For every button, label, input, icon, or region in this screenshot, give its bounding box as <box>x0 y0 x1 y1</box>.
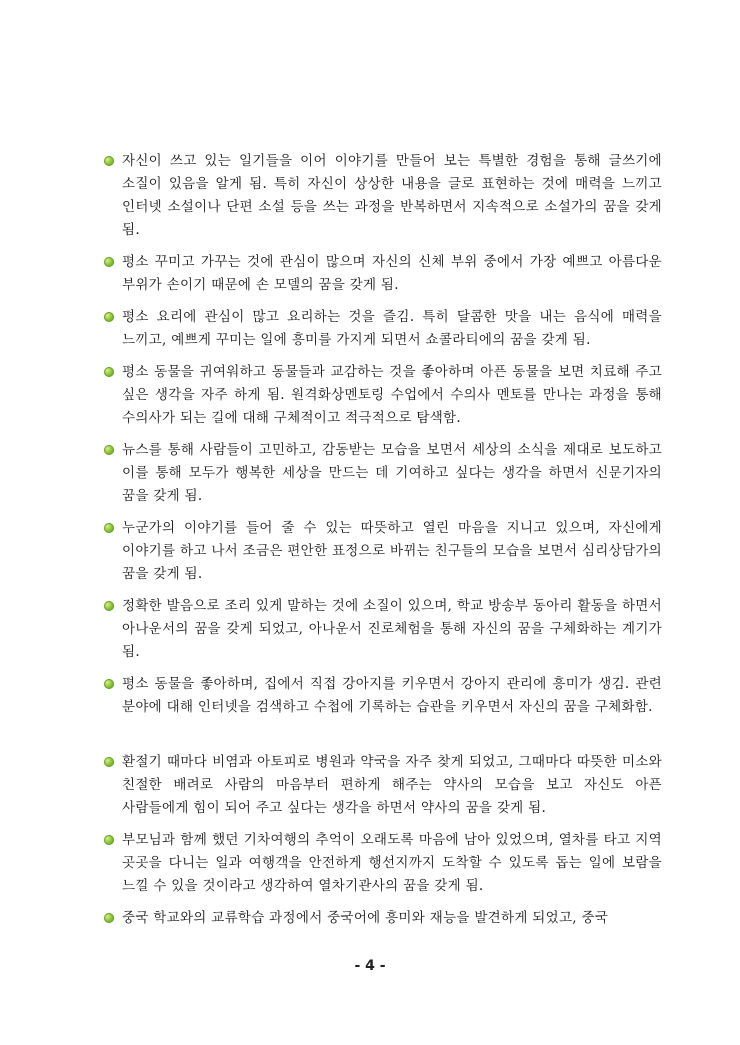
list-item-text: 부모님과 함께 했던 기차여행의 추억이 오래도록 마음에 남아 있었으며, 열차를 타고 지역 곳곳을 다니는 일과 여행객을 안전하게 행선지까지 도착할 수 있도록 돕는 일에 보람을 느낄 수 있을 것이라고 생각하여 열차기관사의 꿈을 갖게 됨. <box>122 832 662 894</box>
green-bullet-icon <box>104 523 114 533</box>
list-item-text: 환절기 때마다 비염과 아토피로 병원과 약국을 자주 찾게 되었고, 그때마다 따뜻한 미소와 친절한 배려로 사람의 마음부터 편하게 해주는 약사의 모습을 보고 자신도 아픈 사람들에게 힘이 되어 주고 싶다는 생각을 하면서 약사의 꿈을 갖게 됨. <box>122 754 662 816</box>
green-bullet-icon <box>104 757 114 767</box>
list-item-text: 평소 요리에 관심이 많고 요리하는 것을 즐김. 특히 달콤한 맛을 내는 음식에 매력을 느끼고, 예쁘게 꾸미는 일에 흥미를 가지게 되면서 쇼콜라티에의 꿈을 갖게 됨. <box>122 309 662 348</box>
list-item-text: 평소 꾸미고 가꾸는 것에 관심이 많으며 자신의 신체 부위 중에서 가장 예쁘고 아름다운 부위가 손이기 때문에 손 모델의 꿈을 갖게 됨. <box>122 254 662 293</box>
page-number: - 4 - <box>354 958 386 974</box>
list-item-text: 정확한 발음으로 조리 있게 말하는 것에 소질이 있으며, 학교 방송부 동아리 활동을 하면서 아나운서의 꿈을 갖게 되었고, 아나운서 진로체험을 통해 자신의 꿈을 구체화하는 계기가 됨. <box>122 598 662 660</box>
list-item-text: 뉴스를 통해 사람들이 고민하고, 감동받는 모습을 보면서 세상의 소식을 제대로 보도하고 이를 통해 모두가 행복한 세상을 만드는 데 기여하고 싶다는 생각을 하면서 신문기자의 꿈을 갖게 됨. <box>122 442 662 504</box>
list-item-text: 중국 학교와의 교류학습 과정에서 중국어에 흥미와 재능을 발견하게 되었고, 중국 <box>122 910 609 926</box>
list-item <box>104 751 662 820</box>
list-item <box>104 361 662 430</box>
green-bullet-icon <box>104 445 114 455</box>
green-bullet-icon <box>104 679 114 689</box>
list-item <box>104 306 662 352</box>
list-item <box>104 150 662 242</box>
list-item <box>104 251 662 297</box>
list-item <box>104 673 662 719</box>
list-item-text: 평소 동물을 귀여워하고 동물들과 교감하는 것을 좋아하며 아픈 동물을 보면 치료해 주고 싶은 생각을 자주 하게 됨. 원격화상멘토링 수업에서 수의사 멘토를 만나는 과정을 통해 수의사가 되는 길에 대해 구체적이고 적극적으로 탐색함. <box>122 364 662 426</box>
green-bullet-icon <box>104 601 114 611</box>
green-bullet-icon <box>104 312 114 322</box>
list-item <box>104 907 662 930</box>
list-item <box>104 595 662 664</box>
list-item <box>104 439 662 508</box>
list-item-text: 평소 동물을 좋아하며, 집에서 직접 강아지를 키우면서 강아지 관리에 흥미가 생김. 관련 분야에 대해 인터넷을 검색하고 수첩에 기록하는 습관을 키우면서 자신의 꿈을 구체화함. <box>122 676 662 715</box>
green-bullet-icon <box>104 835 114 845</box>
list-item-text: 자신이 쓰고 있는 일기들을 이어 이야기를 만들어 보는 특별한 경험을 통해 글쓰기에 소질이 있음을 알게 됨. 특히 자신이 상상한 내용을 글로 표현하는 것에 매력을 느끼고 인터넷 소설이나 단편 소설 등을 쓰는 과정을 반복하면서 지속적으로 소설가의 꿈을 갖게 됨. <box>122 153 662 238</box>
green-bullet-icon <box>104 913 114 923</box>
green-bullet-icon <box>104 156 114 166</box>
green-bullet-icon <box>104 367 114 377</box>
list-item-text: 누군가의 이야기를 들어 줄 수 있는 따뜻하고 열린 마음을 지니고 있으며, 자신에게 이야기를 하고 나서 조금은 편안한 표정으로 바뀌는 친구들의 모습을 보면서 심리상담가의 꿈을 갖게 됨. <box>122 520 662 582</box>
list-item <box>104 517 662 586</box>
green-bullet-icon <box>104 257 114 267</box>
list-item <box>104 829 662 898</box>
